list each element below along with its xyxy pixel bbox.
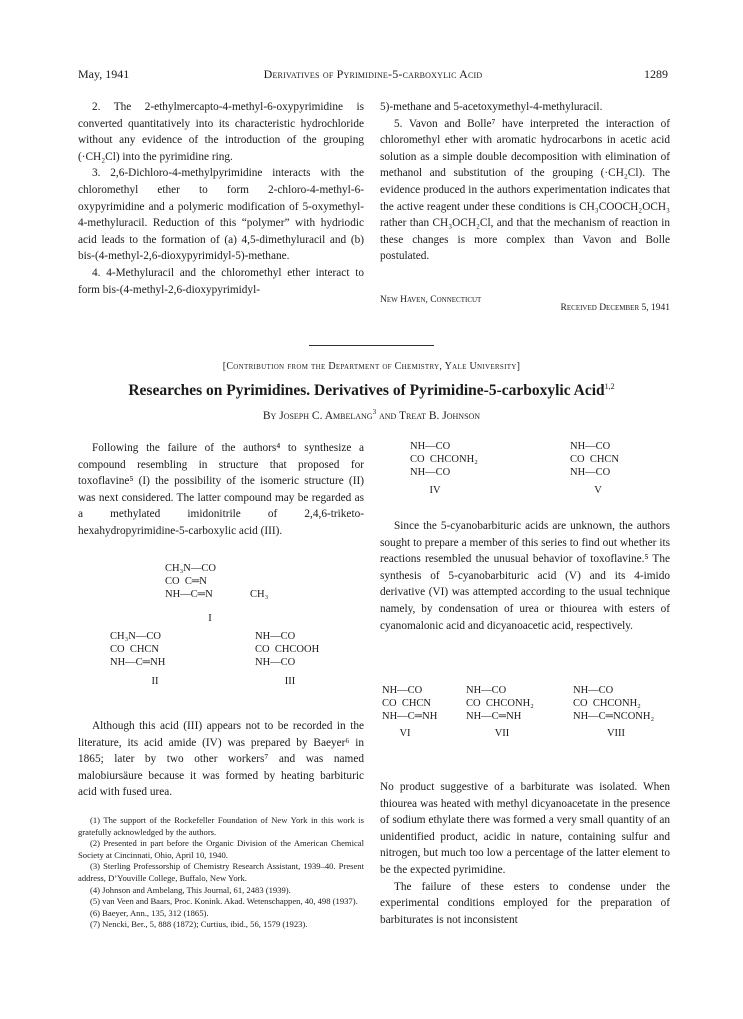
structure-VIII bbox=[573, 684, 654, 723]
article-title-text: Researches on Pyrimidines. Derivatives of Pyrimidine-5-carboxylic Acid bbox=[128, 382, 605, 399]
footnote-4: (4) Johnson and Ambelang, This Journal, 61, 2483 (1939). bbox=[90, 884, 291, 895]
section-divider bbox=[309, 345, 434, 346]
structure-VIII-row2: CO CHCONH₂ bbox=[573, 698, 641, 709]
structure-V-row3: NH—CO bbox=[570, 467, 611, 478]
structure-V-row1: NH—CO bbox=[570, 441, 611, 452]
structure-II-row2: CO CHCN bbox=[110, 644, 160, 655]
byline-prefix: By bbox=[262, 410, 277, 422]
footnote-1: (1) The support of the Rockefeller Foundation of New York in this work is gratefully acknowledged by the authors. bbox=[78, 815, 364, 837]
structure-I-methyl: CH₃ bbox=[250, 589, 269, 600]
results-paragraphs bbox=[380, 779, 670, 928]
structure-label-VII: VII bbox=[494, 728, 510, 739]
structure-I-row3: NH—C═N bbox=[165, 589, 213, 600]
structure-III bbox=[255, 630, 319, 669]
structure-VII-row1: NH—CO bbox=[466, 685, 507, 696]
structure-I bbox=[165, 562, 216, 601]
article-title-footnote-ref: 1,2 bbox=[604, 381, 615, 391]
structure-VI bbox=[382, 684, 437, 723]
structure-label-VIII: VIII bbox=[606, 728, 626, 739]
structure-II bbox=[110, 630, 165, 669]
summary-item-4: 4. 4-Methyluracil and the chloromethyl ether interact to form bis-(4-methyl-2,6-dioxypyrimidyl- bbox=[78, 266, 364, 296]
running-header bbox=[78, 67, 668, 83]
author-2: Treat B. Johnson bbox=[398, 410, 481, 422]
structure-label-III: III bbox=[284, 676, 296, 687]
signoff-place: New Haven, Connecticut bbox=[380, 295, 482, 305]
header-date: May, 1941 bbox=[78, 67, 130, 81]
structure-label-II: II bbox=[151, 676, 159, 687]
amide-paragraph: Although this acid (III) appears not to be recorded in the literature, its acid amide (IV) was prepared by Baeyer⁶ in 1865; later by two other workers⁷ and was named malobiursäure because it was formed by heating barbituric acid with fused urea. bbox=[78, 720, 364, 799]
structure-III-row3: NH—CO bbox=[255, 657, 296, 668]
structure-VIII-row1: NH—CO bbox=[573, 685, 614, 696]
structure-VII-row3: NH—C═NH bbox=[466, 711, 522, 722]
structure-VII bbox=[466, 684, 534, 723]
structure-VIII-row3: NH—C═NCONH₂ bbox=[573, 711, 655, 722]
structure-IV bbox=[410, 440, 478, 479]
summary-item-2: 2. The 2-ethylmercapto-4-methyl-6-oxypyrimidine is converted quantitatively into its characteristic hydrochloride without any evidence of the introduction of the grouping (·CH₂Cl) into the pyrimidine ring. bbox=[78, 101, 364, 163]
byline bbox=[0, 410, 743, 422]
intro-paragraph-block bbox=[78, 440, 364, 540]
structure-III-row2: CO CHCOOH bbox=[255, 644, 320, 655]
article-title bbox=[0, 382, 743, 400]
structure-label-I: I bbox=[208, 613, 212, 624]
no-product-paragraph: No product suggestive of a barbiturate was isolated. When thiourea was heated with methyl dicyanoacetate in the presence of sodium ethylate there was formed a very small quantity of an unidentified product, acidic in nature, containing sulfur and nitrogen, but much too low a percentage of the latter element to be the expected pyrimidine. bbox=[380, 781, 670, 876]
structure-VI-row1: NH—CO bbox=[382, 685, 423, 696]
footnote-3: (3) Sterling Professorship of Chemistry Research Assistant, 1939–40. Present address, D’Youville College, Buffalo, New York. bbox=[78, 861, 364, 883]
structure-label-V: V bbox=[594, 485, 602, 496]
structure-label-IV: IV bbox=[429, 485, 441, 496]
summary-item-3: 3. 2,6-Dichloro-4-methylpyrimidine interacts with the chloromethyl ether to form 2-chloro-4-methyl-6-oxypyrimidine and a polymeric modification of 5-oxymethyl-4-methyluracil. Reduction of this “polymer” with hydriodic acid leads to the formation of (a) 4,5-dimethyluracil and (b) bis-(4-methyl-2,6-dioxypyrimidyl-5)-methane. bbox=[78, 167, 364, 263]
structure-V-row2: CO CHCN bbox=[570, 454, 620, 465]
summary-right-column bbox=[380, 99, 670, 265]
header-running-title: Derivatives of Pyrimidine-5-carboxylic Acid bbox=[263, 67, 483, 81]
header-page-number: 1289 bbox=[644, 67, 668, 81]
structure-III-row1: NH—CO bbox=[255, 631, 296, 642]
structure-label-VI: VI bbox=[399, 728, 411, 739]
cyano-paragraph: Since the 5-cyanobarbituric acids are unknown, the authors sought to prepare a member of this series to find out whether its reactions resembled the unusual behavior of toxoflavine.⁵ The synthesis of 5-cyanobarbituric acid (V) and its 4-imido derivative (VI) was attempted according to the usual technique namely, by condensation of urea or thiourea with esters of cyanomalonic acid and dicyanoacetic acid, respectively. bbox=[380, 520, 670, 632]
signoff-received: Received December 5, 1941 bbox=[560, 303, 670, 313]
summary-item-5: 5. Vavon and Bolle⁷ have interpreted the interaction of chloromethyl ether with aromatic hydrocarbons in acetic acid solution as a simple double decomposition with elimination of methanol and substitution of the grouping (·CH₂Cl). The evidence produced in the authors experimentation indicates that the active reagent under these conditions is CH₃COOCH₂OCH₃ rather than CH₃OCH₂Cl, and that the mechanism of reaction in these changes is more complex than Vavon and Bolle postulated. bbox=[380, 117, 670, 263]
footnotes bbox=[78, 815, 364, 931]
amide-paragraph-block bbox=[78, 718, 364, 801]
footnote-6: (6) Baeyer, Ann., 135, 312 (1865). bbox=[90, 907, 209, 918]
structure-VII-row2: CO CHCONH₂ bbox=[466, 698, 534, 709]
structure-IV-row1: NH—CO bbox=[410, 441, 451, 452]
structure-I-row1: CH₃N—CO bbox=[165, 563, 216, 574]
signoff bbox=[380, 295, 670, 313]
footnote-7: (7) Nencki, Ber., 5, 888 (1872); Curtius, ibid., 56, 1579 (1923). bbox=[90, 919, 308, 930]
structure-VI-row3: NH—C═NH bbox=[382, 711, 438, 722]
cyano-paragraph-block bbox=[380, 518, 670, 634]
contribution-line: [Contribution from the Department of Chemistry, Yale University] bbox=[222, 361, 521, 372]
author-1-footnote-ref: 3 bbox=[372, 408, 377, 417]
structure-VI-row2: CO CHCN bbox=[382, 698, 432, 709]
summary-item-4-continued: 5)-methane and 5-acetoxymethyl-4-methyluracil. bbox=[380, 101, 603, 113]
structure-IV-row3: NH—CO bbox=[410, 467, 451, 478]
structure-II-row1: CH₃N—CO bbox=[110, 631, 161, 642]
structure-I-row2: CO C═N bbox=[165, 576, 207, 587]
structure-II-row3: NH—C═NH bbox=[110, 657, 166, 668]
intro-paragraph: Following the failure of the authors⁴ to synthesize a compound resembling in structure that proposed for toxoflavine⁵ (I) the possibility of the isomeric structure (II) was next considered. The latter compound may be regarded as a methylated imidonitrile of 2,4,6-triketo-hexahydropyrimidine-5-carboxylic acid (III). bbox=[78, 442, 364, 537]
byline-and: and bbox=[378, 410, 397, 422]
footnote-5: (5) van Veen and Baars, Proc. Konink. Akad. Wetenschappen, 40, 498 (1937). bbox=[90, 896, 358, 907]
structure-IV-row2: CO CHCONH₂ bbox=[410, 454, 478, 465]
footnote-2: (2) Presented in part before the Organic Division of the American Chemical Society at Cincinnati, Ohio, April 10, 1940. bbox=[78, 838, 364, 860]
failure-paragraph: The failure of these esters to condense under the experimental conditions employed for the preparation of barbiturates is not inconsistent bbox=[380, 880, 670, 926]
summary-left-column bbox=[78, 99, 364, 298]
author-1: Joseph C. Ambelang bbox=[279, 410, 373, 422]
structure-V bbox=[570, 440, 619, 479]
